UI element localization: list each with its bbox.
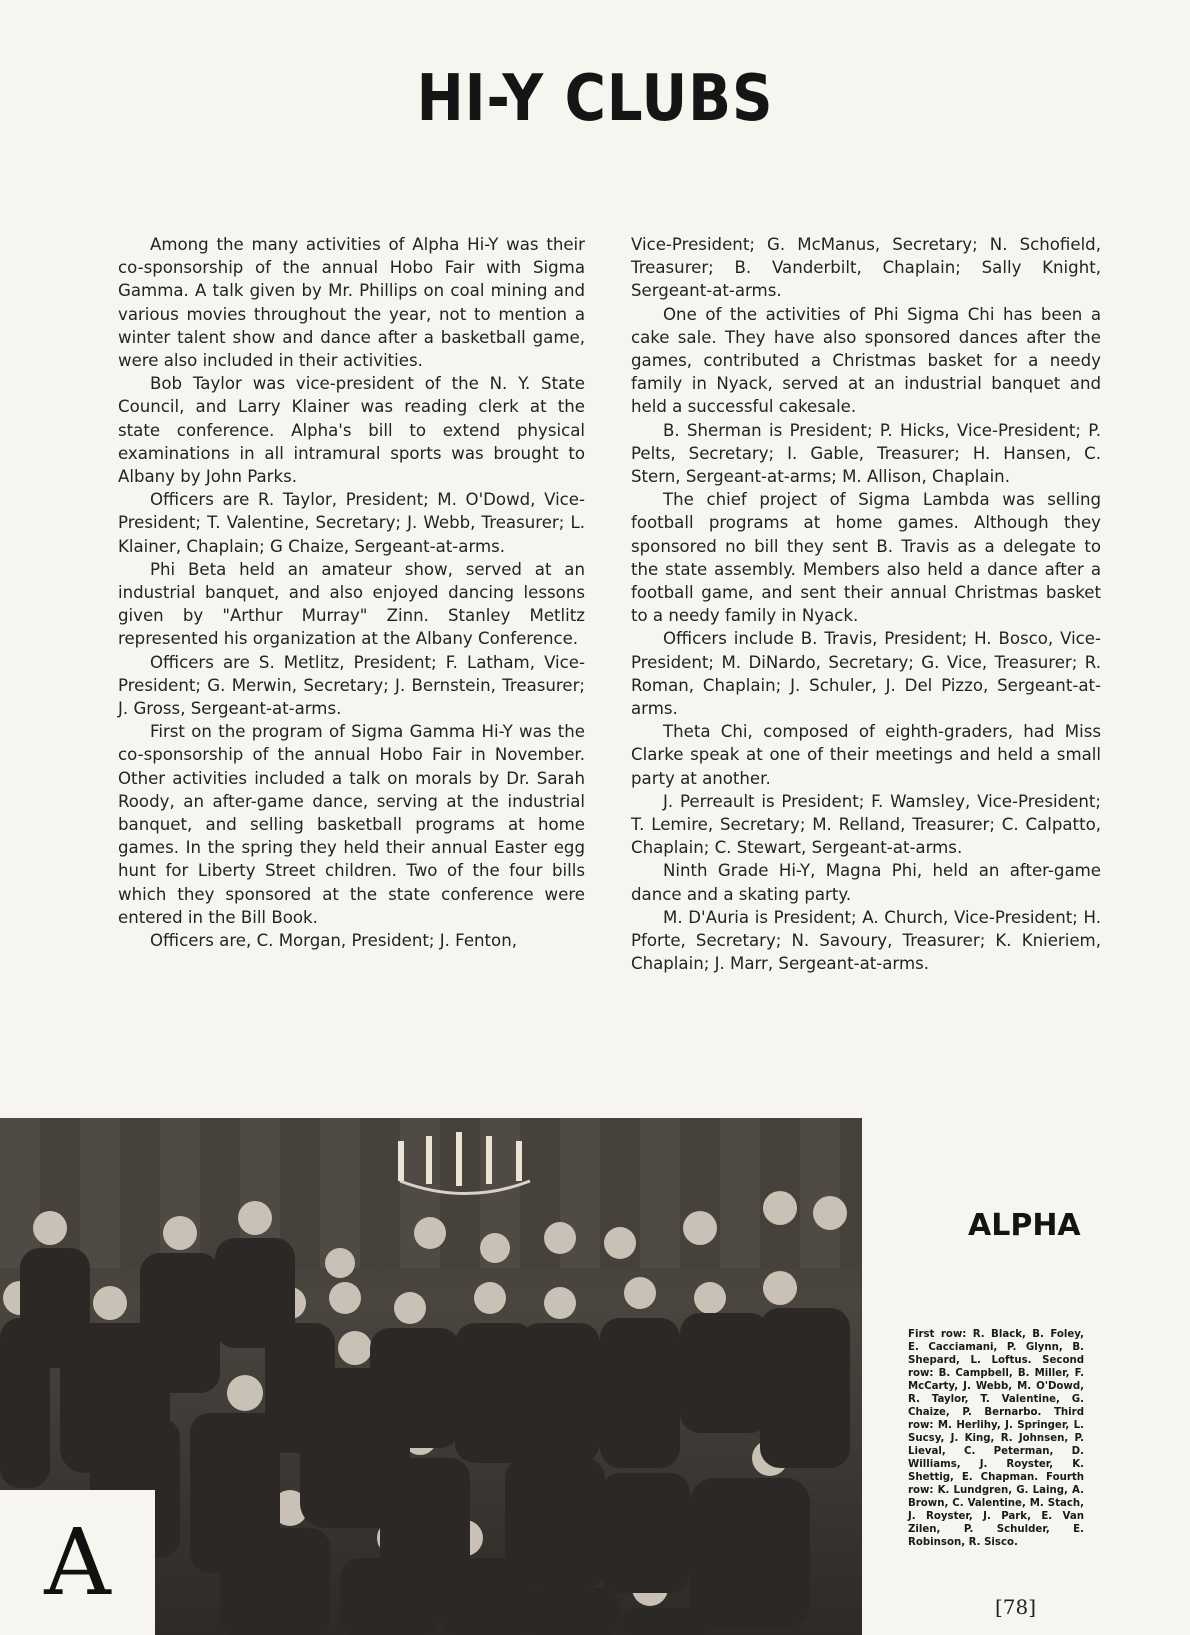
- paragraph: Officers are R. Taylor, President; M. O'Dowd, Vice-President; T. Valentine, Secretary; J. Webb, Treasurer; L. Klainer, Chaplain; G Chaize, Sergeant-at-arms.: [118, 490, 585, 556]
- photo-caption: First row: R. Black, B. Foley, E. Cacciamani, P. Glynn, B. Shepard, L. Loftus. Second row: B. Campbell, B. Miller, F. McCarty, J. Webb, M. O'Dowd, R. Taylor, T. Valentine, G. Chaize, P. Bernarbo. Third row: M. Herlihy, J. Springer, L. Sucsy, J. King, R. Johnsen, P. Lieval, C. Peterman, D. Williams, J. Royster, K. Shettig, E. Chapman. Fourth row: K. Lundgren, G. Laing, A. Brown, C. Valentine, M. Stach, J. Royster, J. Park, E. Van Zilen, P. Schulder, E. Robinson, R. Sisco.: [908, 1329, 1084, 1548]
- left-text-column: [118, 233, 585, 952]
- paragraph: The chief project of Sigma Lambda was selling football programs at home games. Although they sponsored no bill they sent B. Travis as a delegate to the state assembly. Members also held a dance after a football game, and sent their annual Christmas basket to a needy family in Nyack.: [631, 490, 1101, 626]
- photo-letter-box: [0, 1490, 155, 1635]
- page-title: HI-Y CLUBS: [416, 62, 774, 136]
- paragraph: Among the many activities of Alpha Hi-Y was their co-sponsorship of the annual Hobo Fair with Sigma Gamma. A talk given by Mr. Phillips on coal mining and various movies throughout the year, not to mention a winter talent show and dance after a basketball game, were also included in their activities.: [118, 235, 585, 371]
- paragraph: B. Sherman is President; P. Hicks, Vice-President; P. Pelts, Secretary; I. Gable, Treasurer; H. Hansen, C. Stern, Sergeant-at-arms; M. Allison, Chaplain.: [631, 420, 1101, 487]
- paragraph: J. Perreault is President; F. Wamsley, Vice-President; T. Lemire, Secretary; M. Relland, Treasurer; C. Calpatto, Chaplain; C. Stewart, Sergeant-at-arms.: [631, 791, 1101, 858]
- paragraph: Officers are S. Metlitz, President; F. Latham, Vice-President; G. Merwin, Secretary; J. Bernstein, Treasurer; J. Gross, Sergeant-at-arms.: [118, 652, 585, 719]
- paragraph: Theta Chi, composed of eighth-graders, had Miss Clarke speak at one of their meetings and held a small party at another.: [631, 722, 1101, 788]
- paragraph: Vice-President; G. McManus, Secretary; N. Schofield, Treasurer; B. Vanderbilt, Chaplain; Sally Knight, Sergeant-at-arms.: [631, 235, 1101, 301]
- photo-letter: A: [44, 1508, 111, 1616]
- paragraph: Officers are, C. Morgan, President; J. Fenton,: [150, 931, 517, 951]
- paragraph: First on the program of Sigma Gamma Hi-Y was the co-sponsorship of the annual Hobo Fair in November. Other activities included a talk on morals by Dr. Sarah Roody, an after-game dance, serving at the industrial banquet, and selling basketball programs at home games. In the spring they held their annual Easter egg hunt for Liberty Street children. Two of the four bills which they sponsored at the state conference were entered in the Bill Book.: [118, 722, 585, 927]
- paragraph: One of the activities of Phi Sigma Chi has been a cake sale. They have also sponsored dances after the games, contributed a Christmas basket for a needy family in Nyack, served at an industrial banquet and held a successful cakesale.: [631, 304, 1101, 417]
- page-number: [78]: [995, 1595, 1037, 1619]
- right-text-column: [631, 233, 1101, 976]
- paragraph: M. D'Auria is President; A. Church, Vice-President; H. Pforte, Secretary; N. Savoury, Treasurer; K. Knieriem, Chaplain; J. Marr, Sergeant-at-arms.: [631, 907, 1101, 974]
- club-name-heading: ALPHA: [968, 1208, 1081, 1243]
- paragraph: Officers include B. Travis, President; H. Bosco, Vice-President; M. DiNardo, Secretary; G. Vice, Treasurer; R. Roman, Chaplain; J. Schuler, J. Del Pizzo, Sergeant-at-arms.: [631, 629, 1101, 719]
- paragraph: Bob Taylor was vice-president of the N. Y. State Council, and Larry Klainer was reading clerk at the state conference. Alpha's bill to extend physical examinations in all intramural sports was brought to Albany by John Parks.: [118, 374, 585, 487]
- paragraph: Phi Beta held an amateur show, served at an industrial banquet, and also enjoyed dancing lessons given by "Arthur Murray" Zinn. Stanley Metlitz represented his organization at the Albany Conference.: [118, 559, 585, 649]
- paragraph: Ninth Grade Hi-Y, Magna Phi, held an after-game dance and a skating party.: [631, 861, 1101, 904]
